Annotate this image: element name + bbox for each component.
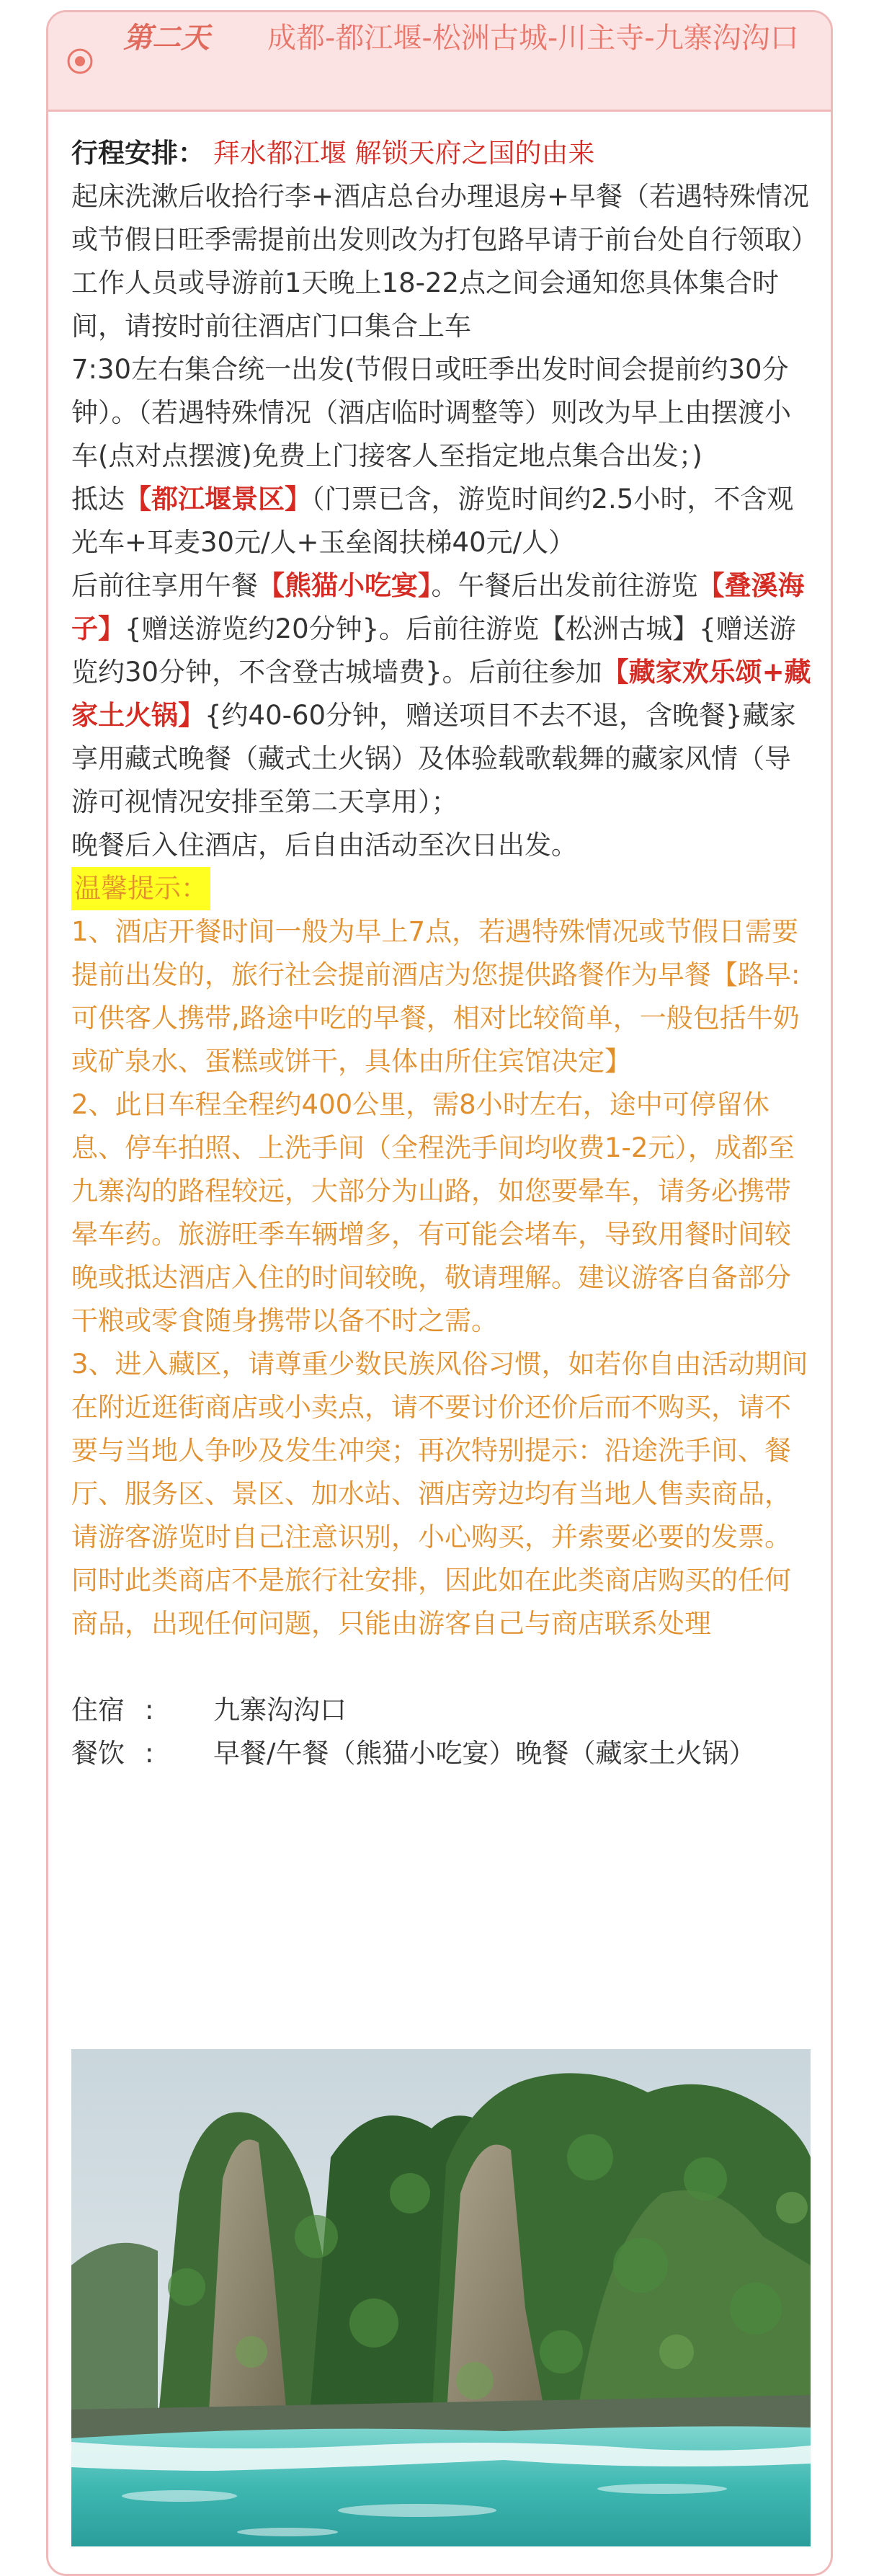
tip-1: 1、酒店开餐时间一般为早上7点，若遇特殊情况或节假日需要提前出发的，旅行社会提前酒店为您提供路餐作为早餐【路早:可供客人携带,路途中吃的早餐，相对比较简单，一般包括牛奶或矿泉水、蛋糕或饼干，具体由所住宾馆决定】 — [71, 916, 800, 1077]
tips-title: 温馨提示： — [71, 867, 210, 910]
day-header — [48, 12, 831, 112]
songzhou-text: {赠送游览约20分钟}。后前往游览【松洲古城】{赠送游览约30分钟，不含登古城墙费}。后前往参加 — [71, 613, 796, 688]
meal-value: 早餐/午餐（熊猫小吃宴）晚餐（藏家土火锅） — [213, 1738, 756, 1769]
dujiangyan-landscape-photo — [71, 2049, 811, 2546]
spot-tibetan-party: 【藏家欢乐颂+藏家土火锅】 — [71, 657, 811, 731]
itinerary-paragraph-3: 7:30左右集合统一出发(节假日或旺季出发时间会提前约30分钟）。（若遇特殊情况（酒店临时调整等）则改为早上由摆渡小车(点对点摆渡)免费上门接客人至指定地点集合出发；) — [71, 354, 791, 471]
itinerary-paragraph-6: 晚餐后入住酒店，后自由活动至次日出发。 — [71, 830, 578, 861]
itinerary-card — [46, 10, 833, 2576]
spot-panda-snack: 【熊猫小吃宴】 — [258, 570, 432, 601]
target-circle-icon — [66, 47, 94, 76]
spot-dujiangyan-note: （门票已含，游览时间约2.5小时，不含观光车+耳麦30元/人+玉垒阁扶梯40元/人） — [71, 484, 794, 558]
itinerary-paragraph-2: 工作人员或导游前1天晚上18-22点之间会通知您具体集合时间，请按时前往酒店门口集合上车 — [71, 267, 780, 342]
route-label: 成都-都江堰-松洲古城-川主寺-九寨沟沟口 — [267, 22, 799, 55]
itinerary-theme: 拜水都江堰 解锁天府之国的由来 — [213, 138, 595, 169]
itinerary-content — [71, 132, 818, 1775]
stay-key: 住宿 — [71, 1695, 125, 1726]
stay-row — [71, 1689, 813, 1732]
itinerary-label: 行程安排： — [71, 138, 205, 169]
meal-separator: : — [145, 1738, 154, 1769]
spacer — [71, 1645, 813, 1689]
tips-title-line — [71, 867, 813, 910]
stay-value: 九寨沟沟口 — [213, 1695, 347, 1726]
after-lunch-text: 。午餐后出发前往游览 — [431, 570, 698, 601]
arrive-text: 抵达 — [71, 484, 125, 515]
tip-3: 3、进入藏区，请尊重少数民族风俗习惯，如若你自由活动期间在附近逛街商店或小卖点，请不要讨价还价后而不购买，请不要与当地人争吵及发生冲突；再次特别提示：沿途洗手间、餐厅、服务区、景区、加水站、酒店旁边均有当地人售卖商品，请游客游览时自己注意识别，小心购买，并索要必要的发票。同时此类商店不是旅行社安排，因此如在此类商店购买的任何商品，出现任何问题，只能由游客自己与商店联系处理 — [71, 1349, 808, 1639]
day-label: 第二天 — [123, 22, 210, 55]
itinerary-title-line — [71, 132, 813, 175]
itinerary-paragraph-1: 起床洗漱后收拾行李+酒店总台办理退房+早餐（若遇特殊情况或节假日旺季需提前出发则改为打包路早请于前台处自行领取） — [71, 181, 818, 255]
meal-key: 餐饮 — [71, 1738, 125, 1769]
tip-2: 2、此日车程全程约400公里，需8小时左右，途中可停留休息、停车拍照、上洗手间（全程洗手间均收费1-2元），成都至九寨沟的路程较远，大部分为山路，如您要晕车，请务必携带晕车药。旅游旺季车辆增多，有可能会堵车，导致用餐时间较晚或抵达酒店入住的时间较晚，敬请理解。建议游客自备部分干粮或零食随身携带以备不时之需。 — [71, 1089, 795, 1336]
header-title — [123, 17, 815, 60]
itinerary-paragraph-5 — [71, 564, 813, 824]
stay-separator: : — [145, 1695, 154, 1726]
spot-dujiangyan: 【都江堰景区】 — [125, 484, 311, 515]
tibetan-party-note: {约40-60分钟，赠送项目不去不退，含晚餐}藏家享用藏式晚餐（藏式土火锅）及体验载歌载舞的藏家风情（导游可视情况安排至第二天享用）； — [71, 700, 796, 817]
spot-diexi-lake: 【叠溪海子】 — [71, 570, 805, 644]
meal-row — [71, 1732, 813, 1775]
itinerary-paragraph-4 — [71, 478, 813, 564]
lunch-text: 后前往享用午餐 — [71, 570, 258, 601]
